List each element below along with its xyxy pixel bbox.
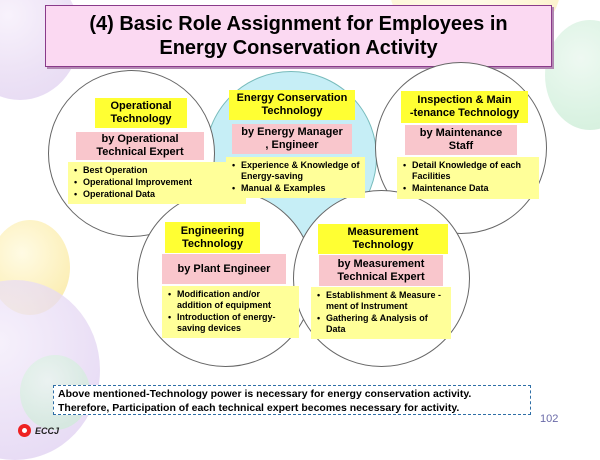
engineering-tech-line-1: Engineering — [180, 224, 245, 237]
inspection-tech-line-2: -tenance Technology — [409, 107, 520, 119]
measurement-by-line-1: by Measurement — [337, 257, 425, 270]
eccj-logo — [18, 424, 59, 437]
title-line-1: (4) Basic Role Assignment for Employees in — [89, 13, 508, 35]
measurement-tech-label — [318, 224, 448, 254]
engineering-tech-line-2: Technology — [182, 237, 243, 250]
list-item: • Establishment & Measure -ment of Instrument — [317, 290, 447, 312]
measurement-by-line-2: Technical Expert — [337, 270, 425, 283]
list-item: • Operational Data — [74, 189, 242, 200]
operational-tech-line-2: Technology — [110, 113, 172, 125]
operational-items — [68, 162, 246, 204]
list-item: • Gathering & Analysis of Data — [317, 313, 447, 335]
list-item: • Experience & Knowledge of Energy-saving — [232, 160, 361, 182]
list-item: • Introduction of energy-saving devices — [168, 312, 295, 334]
summary-note — [53, 385, 531, 415]
engineering-by-line-1: by Plant Engineer — [177, 262, 271, 275]
energy-tech-line-2: Technology — [261, 105, 323, 117]
measurement-tech-line-1: Measurement — [347, 226, 419, 238]
list-item: • Operational Improvement — [74, 177, 242, 188]
operational-by-line-2: Technical Expert — [96, 146, 184, 158]
inspection-tech-line-1: Inspection & Main — [417, 94, 512, 106]
energy-by-line-1: by Energy Manager — [241, 126, 343, 138]
energy-tech-label — [229, 90, 355, 120]
energy-tech-line-1: Energy Conservation — [236, 92, 348, 104]
operational-by-line-1: by Operational — [101, 133, 179, 145]
measurement-role-label — [319, 255, 443, 286]
measurement-items — [311, 287, 451, 339]
engineering-role-label — [162, 254, 286, 284]
title-line-2: Energy Conservation Activity — [159, 37, 438, 59]
slide-title — [45, 5, 552, 67]
summary-note-line-1: Above mentioned-Technology power is necessary for energy conservation activity. — [58, 388, 472, 400]
logo-text: ECCJ — [35, 425, 60, 436]
list-item: • Maintenance Data — [403, 183, 535, 194]
operational-tech-label — [95, 98, 187, 128]
inspection-role-label — [405, 125, 517, 155]
list-item: • Best Operation — [74, 165, 242, 176]
list-item: • Detail Knowledge of each Facilities — [403, 160, 535, 182]
energy-by-line-2: , Engineer — [265, 139, 319, 151]
operational-role-label — [76, 132, 204, 160]
engineering-tech-label — [165, 222, 260, 253]
energy-role-label — [232, 124, 352, 154]
summary-note-line-2: Therefore, Participation of each technical expert becomes necessary for activity. — [58, 402, 460, 414]
inspection-items — [397, 157, 539, 199]
measurement-tech-line-2: Technology — [352, 239, 414, 251]
page-number: 102 — [540, 413, 559, 425]
engineering-items — [162, 286, 299, 338]
list-item: • Manual & Examples — [232, 183, 361, 194]
inspection-by-line-1: by Maintenance — [419, 127, 503, 139]
inspection-by-line-2: Staff — [448, 140, 474, 152]
balloon-decoration — [545, 20, 600, 130]
operational-tech-line-1: Operational — [110, 100, 172, 112]
energy-items — [226, 157, 365, 198]
list-item: • Modification and/or addition of equipment — [168, 289, 295, 311]
logo-mark-icon — [18, 424, 31, 437]
inspection-tech-label — [401, 91, 528, 123]
